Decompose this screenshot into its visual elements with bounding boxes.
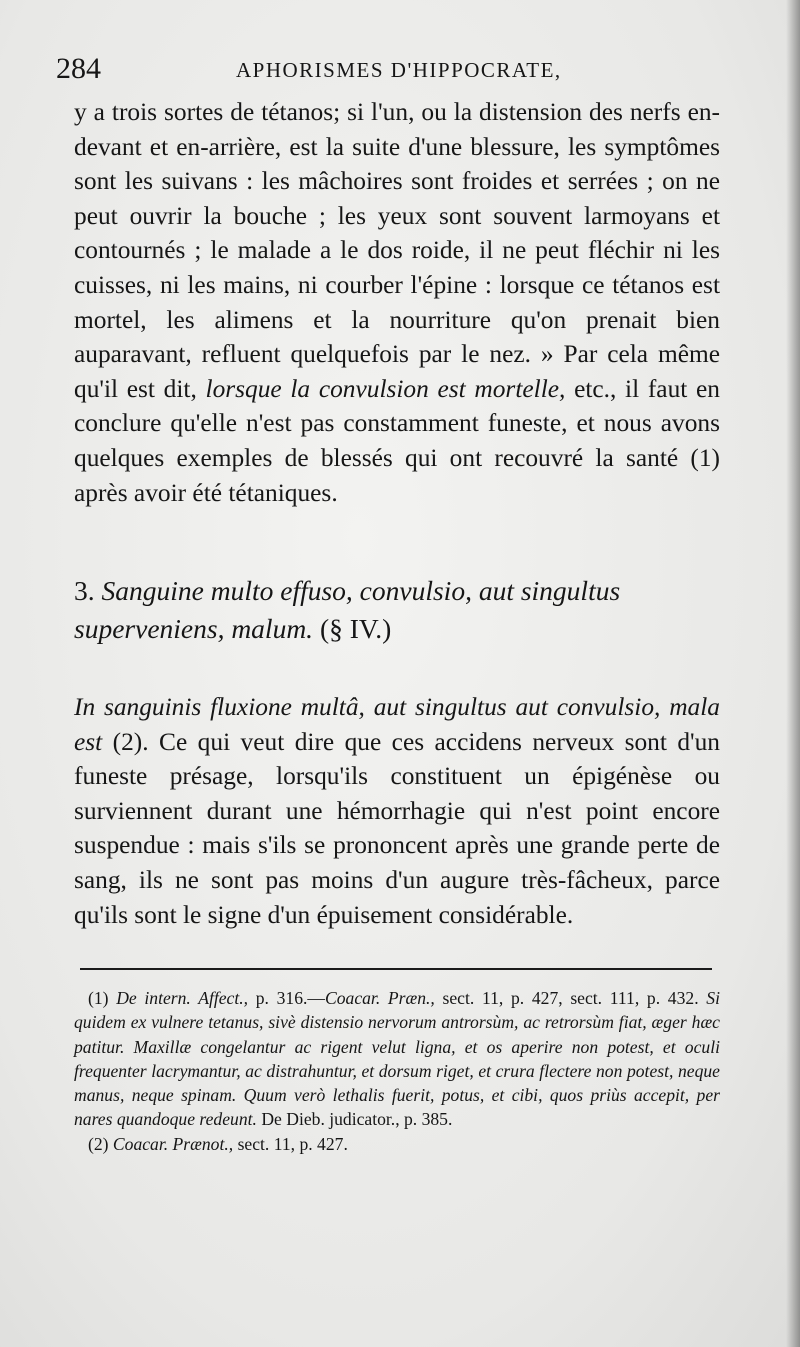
citation: De intern. Affect., (116, 988, 249, 1008)
aphorism-title: Sanguine multo effuso, convulsio, aut singultus superveniens, malum. (74, 575, 621, 644)
aphorism-heading (74, 572, 720, 648)
latin-quote: Si quidem ex vulnere tetanus, sivè distensio nervorum antrorsùm, ac retrorsùm fiat, æger hæc patitur. Maxillæ congelantur ac rigent velut ligna, et os aperire non potest, et oculi frequenter lacrymantur, ac distrahuntur, et dorsum riget, et crura flectere non potest, neque manus, neque spinam. Quum verò lethalis fuerit, potus, et cibi, quos priùs accepit, per nares quandoque redeunt. (74, 988, 720, 1130)
footnote-mark: (2) (88, 1133, 109, 1154)
paragraph-tetanos (74, 95, 720, 510)
footnote-rule (80, 968, 712, 970)
paragraph-text (74, 690, 720, 932)
running-title: APHORISMES D'HIPPOCRATE, (236, 58, 562, 82)
footnotes (74, 986, 720, 1156)
aphorism-number: 3. (74, 575, 95, 606)
footnote-2 (74, 1132, 720, 1156)
page-number: 284 (56, 52, 101, 85)
citation-text: sect. 11, p. 427. (237, 1133, 348, 1154)
italic-quote: lorsque la convulsion est mortelle, (205, 374, 566, 403)
aphorism-reference: (§ IV.) (319, 613, 392, 644)
footnote-mark: (1) (88, 988, 109, 1008)
citation-text: p. 316.— (255, 988, 325, 1008)
text-segment: (2). Ce qui veut dire que ces accidens nerveux sont d'un funeste présage, lorsqu'ils constituent un épigénèse ou surviennent durant une hémorrhagie qui n'est point encore suspendue : mais s'ils se prononcent après une grande perte de sang, ils ne sont pas moins d'un augure très-fâcheux, parce qu'ils sont le signe d'un épuisement considérable. (74, 727, 720, 929)
text-segment: etc., il faut en conclure qu'elle n'est pas constamment funeste, et nous avons quelques exemples de blessés qui ont recouvré la santé (1) après avoir été tétaniques. (74, 374, 720, 507)
footnote-1 (74, 986, 720, 1132)
page-edge-shadow (786, 0, 800, 1347)
page-header (56, 52, 706, 92)
latin-lead: In sanguinis fluxione multâ, aut singultus aut convulsio, mala est (74, 693, 720, 756)
citation: Coacar. Prænot., (112, 1133, 234, 1154)
citation-text: sect. 11, p. 427, sect. 111, p. 432. (442, 988, 699, 1008)
paragraph-commentary (74, 690, 720, 932)
citation-text: De Dieb. judicator., p. 385. (261, 1109, 453, 1130)
paragraph-text (74, 95, 720, 510)
text-segment: y a trois sortes de tétanos; si l'un, ou la distension des nerfs en-devant et en-arrière, est la suite d'une blessure, les symptômes sont les suivans : les mâchoires sont froides et serrées ; on ne peut ouvrir la bouche ; les yeux sont souvent larmoyans et contournés ; le malade a le dos roide, il ne peut fléchir ni les cuisses, ni les mains, ni courber l'épine : lorsque ce tétanos est mortel, les alimens et la nourriture qu'on prenait bien auparavant, refluent quelquefois par le nez. » Par cela même qu'il est dit, (74, 98, 720, 403)
citation: Coacar. Præn., (324, 988, 435, 1008)
